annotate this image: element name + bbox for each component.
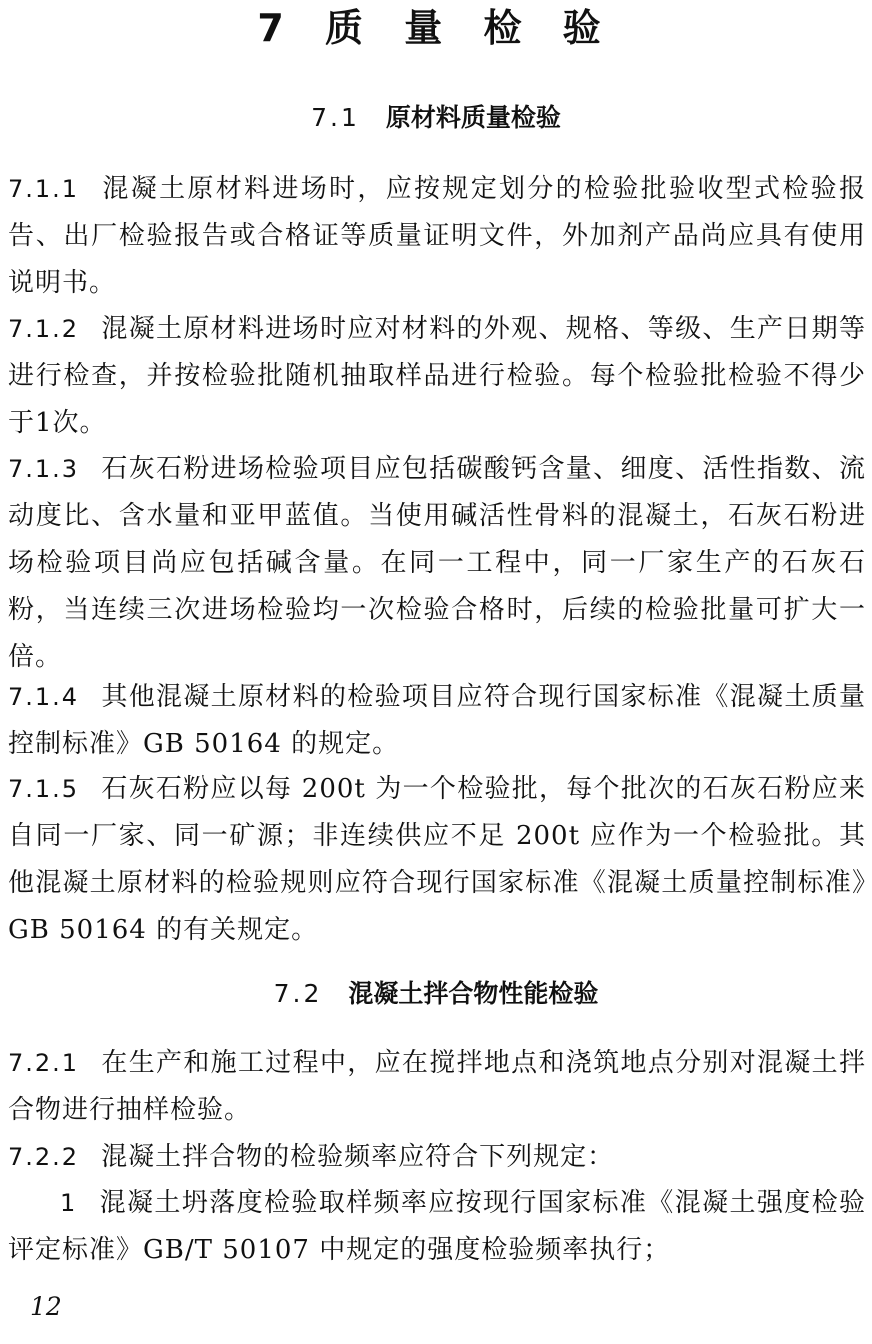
clause-7-2-1 — [8, 1040, 866, 1134]
clause-7-1-1 — [8, 166, 866, 307]
clause-7-1-4 — [8, 674, 866, 768]
clause-number: 7.1.1 — [8, 175, 80, 203]
clause-7-2-2-item-1 — [8, 1180, 866, 1274]
section-heading: 原材料质量检验 — [385, 103, 561, 132]
clause-number: 7.1.4 — [8, 683, 80, 711]
clause-text: 在生产和施工过程中，应在搅拌地点和浇筑地点分别对混凝土拌合物进行抽样检验。 — [8, 1048, 866, 1125]
section-title-7-1 — [0, 100, 872, 136]
item-number: 1 — [60, 1189, 78, 1217]
clause-text: 石灰石粉进场检验项目应包括碳酸钙含量、细度、活性指数、流动度比、含水量和亚甲蓝值。当使用碱活性骨料的混凝土，石灰石粉进场检验项目尚应包括碱含量。在同一工程中，同一厂家生产的石灰石粉，当连续三次进场检验均一次检验合格时，后续的检验批量可扩大一倍。 — [8, 454, 866, 672]
clause-text: 其他混凝土原材料的检验项目应符合现行国家标准《混凝土质量控制标准》GB 50164 的规定。 — [8, 682, 866, 759]
section-number: 7.1 — [311, 103, 360, 132]
section-number: 7.2 — [273, 979, 323, 1008]
clause-7-1-3 — [8, 446, 866, 681]
clause-number: 7.1.2 — [8, 315, 80, 343]
clause-7-2-2 — [8, 1134, 866, 1181]
clause-text: 混凝土拌合物的检验频率应符合下列规定： — [101, 1142, 615, 1172]
clause-7-1-2 — [8, 306, 866, 447]
clause-number: 7.2.2 — [8, 1143, 80, 1171]
clause-number: 7.1.5 — [8, 775, 80, 803]
clause-number: 7.2.1 — [8, 1049, 80, 1077]
section-heading: 混凝土拌合物性能检验 — [348, 979, 599, 1008]
clause-text: 混凝土原材料进场时，应按规定划分的检验批验收型式检验报告、出厂检验报告或合格证等质量证明文件，外加剂产品尚应具有使用说明书。 — [8, 174, 866, 298]
clause-7-1-5 — [8, 766, 866, 954]
clause-text: 混凝土原材料进场时应对材料的外观、规格、等级、生产日期等进行检查，并按检验批随机抽取样品进行检验。每个检验批检验不得少于1次。 — [8, 314, 866, 438]
page-number: 12 — [30, 1292, 62, 1321]
item-text: 混凝土坍落度检验取样频率应按现行国家标准《混凝土强度检验评定标准》GB/T 50107 中规定的强度检验频率执行； — [8, 1188, 866, 1265]
section-title-7-2 — [0, 976, 872, 1012]
chapter-title: 7 质 量 检 验 — [257, 6, 615, 50]
clause-text: 石灰石粉应以每 200t 为一个检验批，每个批次的石灰石粉应来自同一厂家、同一矿源；非连续供应不足 200t 应作为一个检验批。其他混凝土原材料的检验规则应符合现行国家标准《混凝土质量控制标准》GB 50164 的有关规定。 — [8, 774, 866, 945]
clause-number: 7.1.3 — [8, 455, 80, 483]
